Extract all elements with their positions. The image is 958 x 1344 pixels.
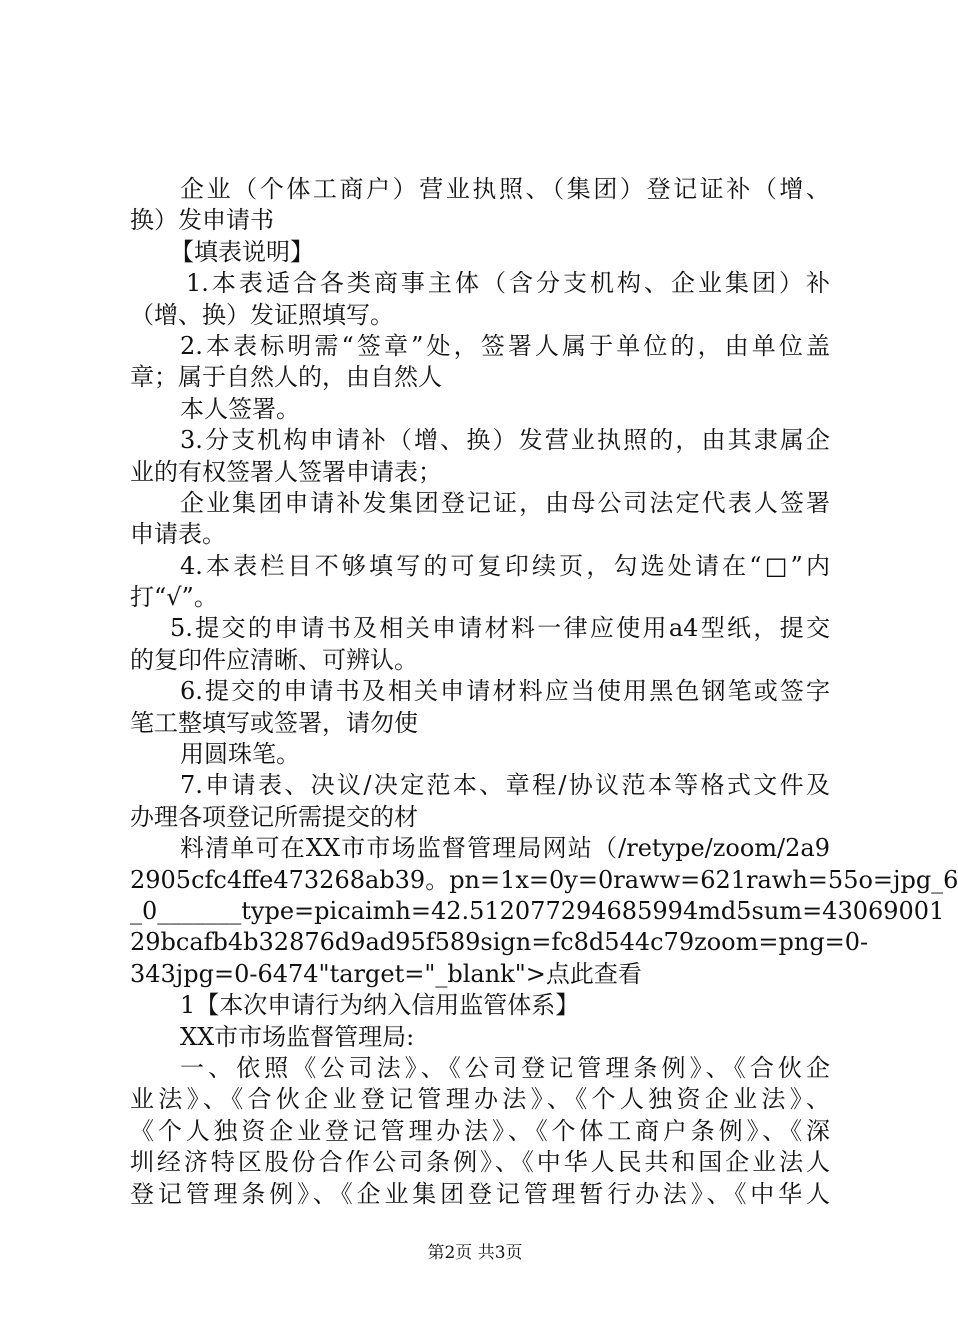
paragraph-line: 2905cfc4ffe473268ab39。pn=1x=0y=0raww=621rawh=55o=jpg_6	[130, 865, 958, 894]
paragraph-line: 的复印件应清晰、可辨认。	[130, 645, 418, 674]
paragraph-line: 章；属于自然人的，由自然人	[130, 363, 442, 392]
paragraph-line: 343jpg=0-6474"target="_blank">点此查看	[130, 959, 642, 988]
paragraph-line: 7.申请表、决议/决定范本、章程/协议范本等格式文件及	[180, 771, 830, 800]
paragraph-line: 1.本表适合各类商事主体（含分支机构、企业集团）补	[186, 269, 830, 298]
paragraph-line: 业法》、《合伙企业登记管理办法》、《个人独资企业法》、	[130, 1085, 830, 1114]
paragraph-line: 6.提交的申请书及相关申请材料应当使用黑色钢笔或签字	[180, 677, 830, 706]
paragraph-line: 2.本表标明需“签章”处，签署人属于单位的，由单位盖	[180, 331, 830, 360]
paragraph-line: 登记管理条例》、《企业集团登记管理暂行办法》、《中华人	[130, 1179, 830, 1208]
paragraph-line: 办理各项登记所需提交的材	[130, 802, 418, 831]
paragraph-line: 料清单可在XX市市场监督管理局网站（/retype/zoom/2a9	[180, 834, 830, 863]
paragraph-line: 3.分支机构申请补（增、换）发营业执照的，由其隶属企	[180, 426, 830, 455]
paragraph-line: 本人签署。	[180, 394, 300, 423]
paragraph-line: 申请表。	[130, 520, 226, 549]
section-label: 1【本次申请行为纳入信用监管体系】	[180, 991, 580, 1020]
section-label: 【填表说明】	[170, 237, 314, 266]
paragraph-line: 圳经济特区股份合作公司条例》、《中华人民共和国企业法人	[130, 1148, 830, 1177]
paragraph-line: 业的有权签署人签署申请表；	[130, 457, 442, 486]
paragraph-line: 4.本表栏目不够填写的可复印续页，勾选处请在“□”内	[180, 551, 830, 580]
document-body	[130, 174, 958, 1210]
paragraph-line: 《个人独资企业登记管理办法》、《个体工商户条例》、《深	[130, 1116, 830, 1145]
paragraph-line: 一、依照《公司法》、《公司登记管理条例》、《合伙企	[180, 1053, 830, 1082]
page-indicator: 第2页 共3页	[427, 1243, 523, 1263]
paragraph-line: 企业集团申请补发集团登记证，由母公司法定代表人签署	[180, 488, 830, 517]
paragraph-line: 打“√”。	[130, 583, 218, 612]
addressee-line: XX市市场监督管理局:	[180, 1022, 415, 1051]
paragraph-line: 29bcafb4b32876d9ad95f589sign=fc8d544c79zoom=png=0-	[130, 928, 869, 957]
heading-line: 企业（个体工商户）营业执照、（集团）登记证补（增、	[180, 175, 830, 203]
paragraph-line: 用圆珠笔。	[180, 740, 300, 769]
paragraph-line: _0_______type=picaimh=42.51207729468599​4md5sum=43069001	[130, 896, 945, 925]
paragraph-line: 笔工整填写或签署，请勿使	[130, 708, 418, 737]
paragraph-line: 5.提交的申请书及相关申请材料一律应使用a4型纸，提交	[170, 614, 830, 643]
paragraph-line: （增、换）发证照填写。	[130, 300, 394, 329]
heading-line: 换）发申请书	[130, 206, 274, 235]
